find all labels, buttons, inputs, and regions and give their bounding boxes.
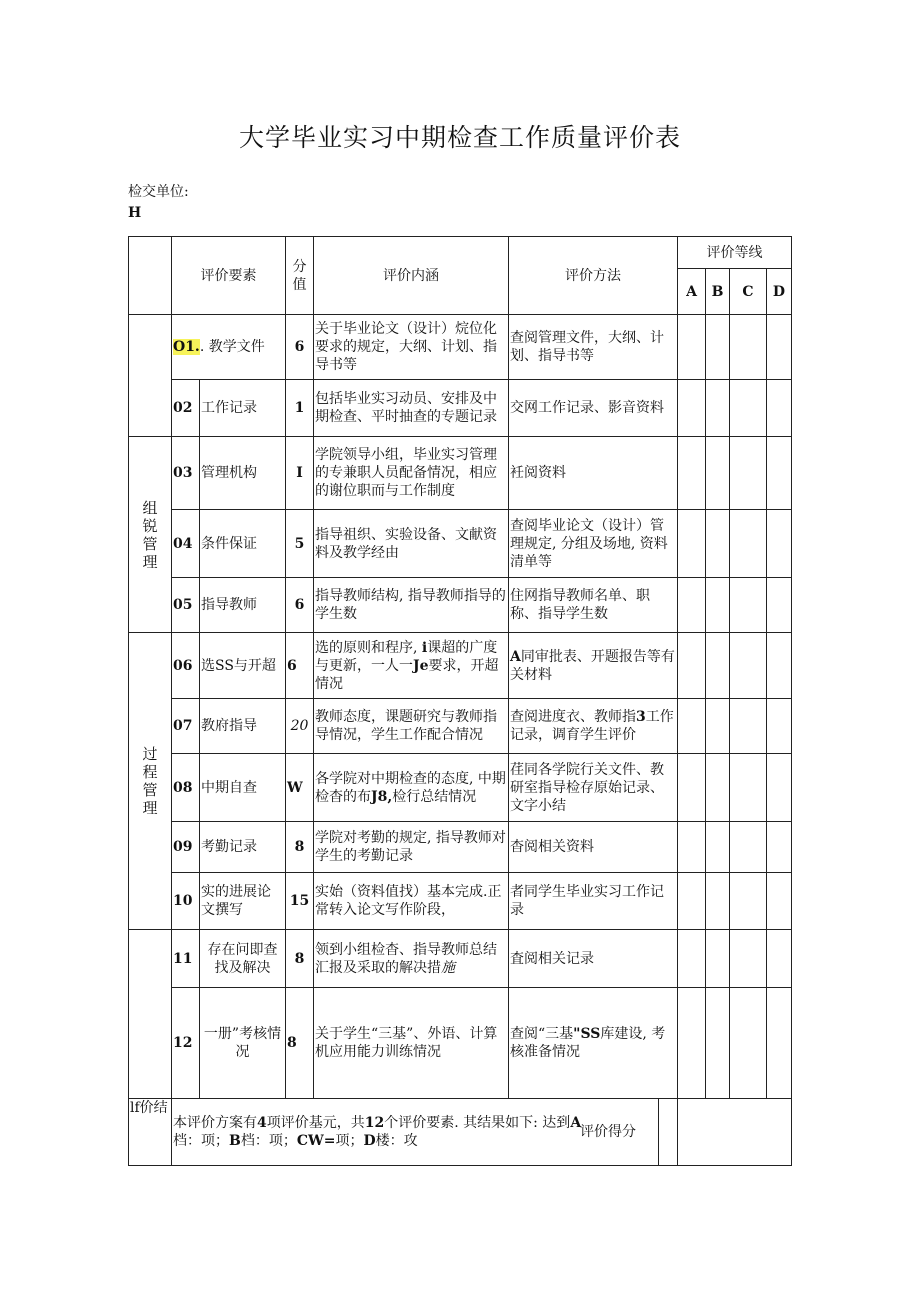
method-cell: A同审批表、开题报告等有关材料	[509, 633, 678, 699]
content-cell: 指导教师结构, 指导教师指导的学生数	[314, 578, 509, 633]
footer-row	[129, 1099, 792, 1166]
table-row	[129, 633, 792, 699]
score-cell: 6	[286, 578, 314, 633]
table-row	[129, 930, 792, 988]
score-cell: W	[286, 754, 314, 822]
header-score: 分 值	[286, 237, 314, 315]
content-cell: 学院领导小组，毕业实习管理的专兼职人员配备情况，相应的谢位职而与工作制度	[314, 437, 509, 510]
no-cell: 12	[172, 988, 200, 1099]
score-cell: 6	[286, 633, 314, 699]
method-cell: 交网工作记录、影音资料	[509, 380, 678, 437]
name-cell: 考勤记录	[200, 822, 286, 873]
table-row	[129, 699, 792, 754]
method-cell: 衽阅资料	[509, 437, 678, 510]
content-cell: 教师态度，课题研究与教师指导情况，学生工作配合情况	[314, 699, 509, 754]
grade-cell[interactable]	[730, 930, 767, 988]
score-cell: 15	[286, 873, 314, 930]
unit-label: 检交单位:	[128, 184, 189, 200]
table-row	[129, 754, 792, 822]
grade-cell[interactable]	[767, 578, 792, 633]
grade-cell[interactable]	[730, 578, 767, 633]
no-cell: 07	[172, 699, 200, 754]
header-grade: 评价等线	[678, 237, 792, 269]
footer-label: lf价结	[129, 1099, 172, 1166]
name-cell: 存在问即查找及解决	[200, 930, 286, 988]
grade-cell[interactable]	[706, 988, 730, 1099]
grade-cell[interactable]	[678, 822, 706, 873]
grade-cell[interactable]	[730, 315, 767, 380]
content-cell: 指导祖织、实验设备、文献资料及教学经由	[314, 510, 509, 578]
grade-cell[interactable]	[767, 822, 792, 873]
grade-cell[interactable]	[678, 380, 706, 437]
grade-cell[interactable]	[678, 699, 706, 754]
score-cell: 1	[286, 380, 314, 437]
score-label: 评价得分	[558, 1099, 659, 1165]
no-cell: 02	[172, 380, 200, 437]
content-cell: 各学院对中期检查的态度, 中期检杳的布J8,检行总结情况	[314, 754, 509, 822]
grade-cell[interactable]	[767, 510, 792, 578]
grade-cell[interactable]	[706, 930, 730, 988]
no-cell: 10	[172, 873, 200, 930]
grade-cell[interactable]	[706, 633, 730, 699]
score-cell: 20	[286, 699, 314, 754]
grade-cell[interactable]	[678, 633, 706, 699]
grade-a: A	[678, 269, 706, 315]
score-cell: 8	[286, 930, 314, 988]
table-row	[129, 315, 792, 380]
method-cell: 査阅相关记录	[509, 930, 678, 988]
method-cell: 住网指导教师名单、职称、指导学生数	[509, 578, 678, 633]
no-cell: 06	[172, 633, 200, 699]
header-row	[129, 237, 792, 269]
grade-cell[interactable]	[706, 437, 730, 510]
grade-cell[interactable]	[706, 510, 730, 578]
grade-cell[interactable]	[678, 873, 706, 930]
content-cell: 关于学生“三基”、外语、计算机应用能力训练情况	[314, 988, 509, 1099]
grade-cell[interactable]	[706, 578, 730, 633]
grade-cell[interactable]	[706, 822, 730, 873]
grade-cell[interactable]	[730, 510, 767, 578]
score-input[interactable]	[721, 1099, 791, 1165]
name-cell: 条件保证	[200, 510, 286, 578]
grade-cell[interactable]	[767, 633, 792, 699]
grade-cell[interactable]	[767, 988, 792, 1099]
table-row	[129, 873, 792, 930]
section-blank	[129, 930, 172, 1099]
grade-cell[interactable]	[706, 754, 730, 822]
h-mark: H	[128, 205, 142, 221]
grade-cell[interactable]	[678, 510, 706, 578]
method-cell: 查阅管理文件，大纲、计划、指导书等	[509, 315, 678, 380]
grade-cell[interactable]	[767, 873, 792, 930]
grade-cell[interactable]	[706, 873, 730, 930]
header-element: 评价要素	[172, 237, 286, 315]
grade-c: C	[730, 269, 767, 315]
table-row	[129, 822, 792, 873]
grade-cell[interactable]	[767, 380, 792, 437]
grade-cell[interactable]	[678, 754, 706, 822]
grade-cell[interactable]	[767, 699, 792, 754]
grade-b: B	[706, 269, 730, 315]
grade-cell[interactable]	[730, 699, 767, 754]
grade-cell[interactable]	[730, 633, 767, 699]
score-cell: 8	[286, 988, 314, 1099]
content-cell: 学院对考勤的规定, 指导教师对学生的考勤记录	[314, 822, 509, 873]
footer-score-area	[580, 1099, 792, 1166]
grade-cell[interactable]	[706, 699, 730, 754]
grade-cell[interactable]	[678, 437, 706, 510]
name-cell: 选SS与开超	[200, 633, 286, 699]
no-cell: 09	[172, 822, 200, 873]
method-cell: 者同学生毕业实习工作记录	[509, 873, 678, 930]
name-cell: 指导教师	[200, 578, 286, 633]
footer-summary: 本评价方案有4项评价基元，共12个评价要素. 其结果如下: 达到A 档：项；B档：项；CW=项；D楼：攻	[172, 1099, 678, 1166]
content-cell: 领到小组检杳、指导教师总结汇报及采取的解决措施	[314, 930, 509, 988]
section-blank	[129, 315, 172, 437]
grade-cell[interactable]	[678, 315, 706, 380]
grade-cell[interactable]	[678, 988, 706, 1099]
page-title: 大学毕业实习中期检查工作质量评价表	[238, 123, 681, 152]
no-cell: 11	[172, 930, 200, 988]
no-cell: 05	[172, 578, 200, 633]
method-cell: 查阅“三基"SS库建设, 考核准备情况	[509, 988, 678, 1099]
grade-cell[interactable]	[678, 930, 706, 988]
method-cell: 查阅毕业论文（设计）管理规定, 分组及场地, 资料清单等	[509, 510, 678, 578]
grade-cell[interactable]	[730, 988, 767, 1099]
section-process-label: 过 程 管 理	[129, 633, 172, 930]
table-row	[129, 988, 792, 1099]
score-cell: I	[286, 437, 314, 510]
grade-cell[interactable]	[706, 380, 730, 437]
header-blank	[129, 237, 172, 315]
no-cell: 03	[172, 437, 200, 510]
grade-cell[interactable]	[767, 754, 792, 822]
name-cell: 管理机构	[200, 437, 286, 510]
grade-cell[interactable]	[730, 873, 767, 930]
name-cell: 实的进展论文撰写	[200, 873, 286, 930]
grade-cell[interactable]	[767, 437, 792, 510]
grade-cell[interactable]	[767, 930, 792, 988]
content-cell: 实始（资料值找）基本完成.正常转入论文写作阶段，	[314, 873, 509, 930]
score-cell: 5	[286, 510, 314, 578]
element-cell: O1.. 教学文件	[172, 315, 286, 380]
method-cell: 查阅进度衣、教师指3工作记录，调育学生评价	[509, 699, 678, 754]
name-cell: 工作记录	[200, 380, 286, 437]
name-cell: 一册”考核情况	[200, 988, 286, 1099]
name-cell: 教府指导	[200, 699, 286, 754]
grade-cell[interactable]	[730, 754, 767, 822]
evaluation-table	[128, 236, 792, 1166]
table-row	[129, 578, 792, 633]
table-row	[129, 510, 792, 578]
no-cell: 08	[172, 754, 200, 822]
table-row	[129, 437, 792, 510]
header-method: 评价方法	[509, 237, 678, 315]
grade-cell[interactable]	[706, 315, 730, 380]
no-cell: 04	[172, 510, 200, 578]
content-cell: 选的原则和程序, i课超的广度与更新，一人一Je要求，开超情况	[314, 633, 509, 699]
grade-cell[interactable]	[678, 578, 706, 633]
grade-cell[interactable]	[730, 437, 767, 510]
grade-cell[interactable]	[730, 822, 767, 873]
score-cell: 8	[286, 822, 314, 873]
name-cell: 中期自查	[200, 754, 286, 822]
content-cell: 关于毕业论文（设计）烷位化要求的规定，大纲、计划、指导书等	[314, 315, 509, 380]
grade-cell[interactable]	[767, 315, 792, 380]
header-content: 评价内涵	[314, 237, 509, 315]
section-org-label: 组 锐 管 理	[129, 437, 172, 633]
score-cell: 6	[286, 315, 314, 380]
grade-d: D	[767, 269, 792, 315]
table-row	[129, 380, 792, 437]
method-cell: 杳阅相关资料	[509, 822, 678, 873]
method-cell: 荏同各学院行关文件、教研室指导检存原始记录、文字小结	[509, 754, 678, 822]
grade-cell[interactable]	[730, 380, 767, 437]
content-cell: 包括毕业实习动员、安排及中期检查、平时抽查的专题记录	[314, 380, 509, 437]
